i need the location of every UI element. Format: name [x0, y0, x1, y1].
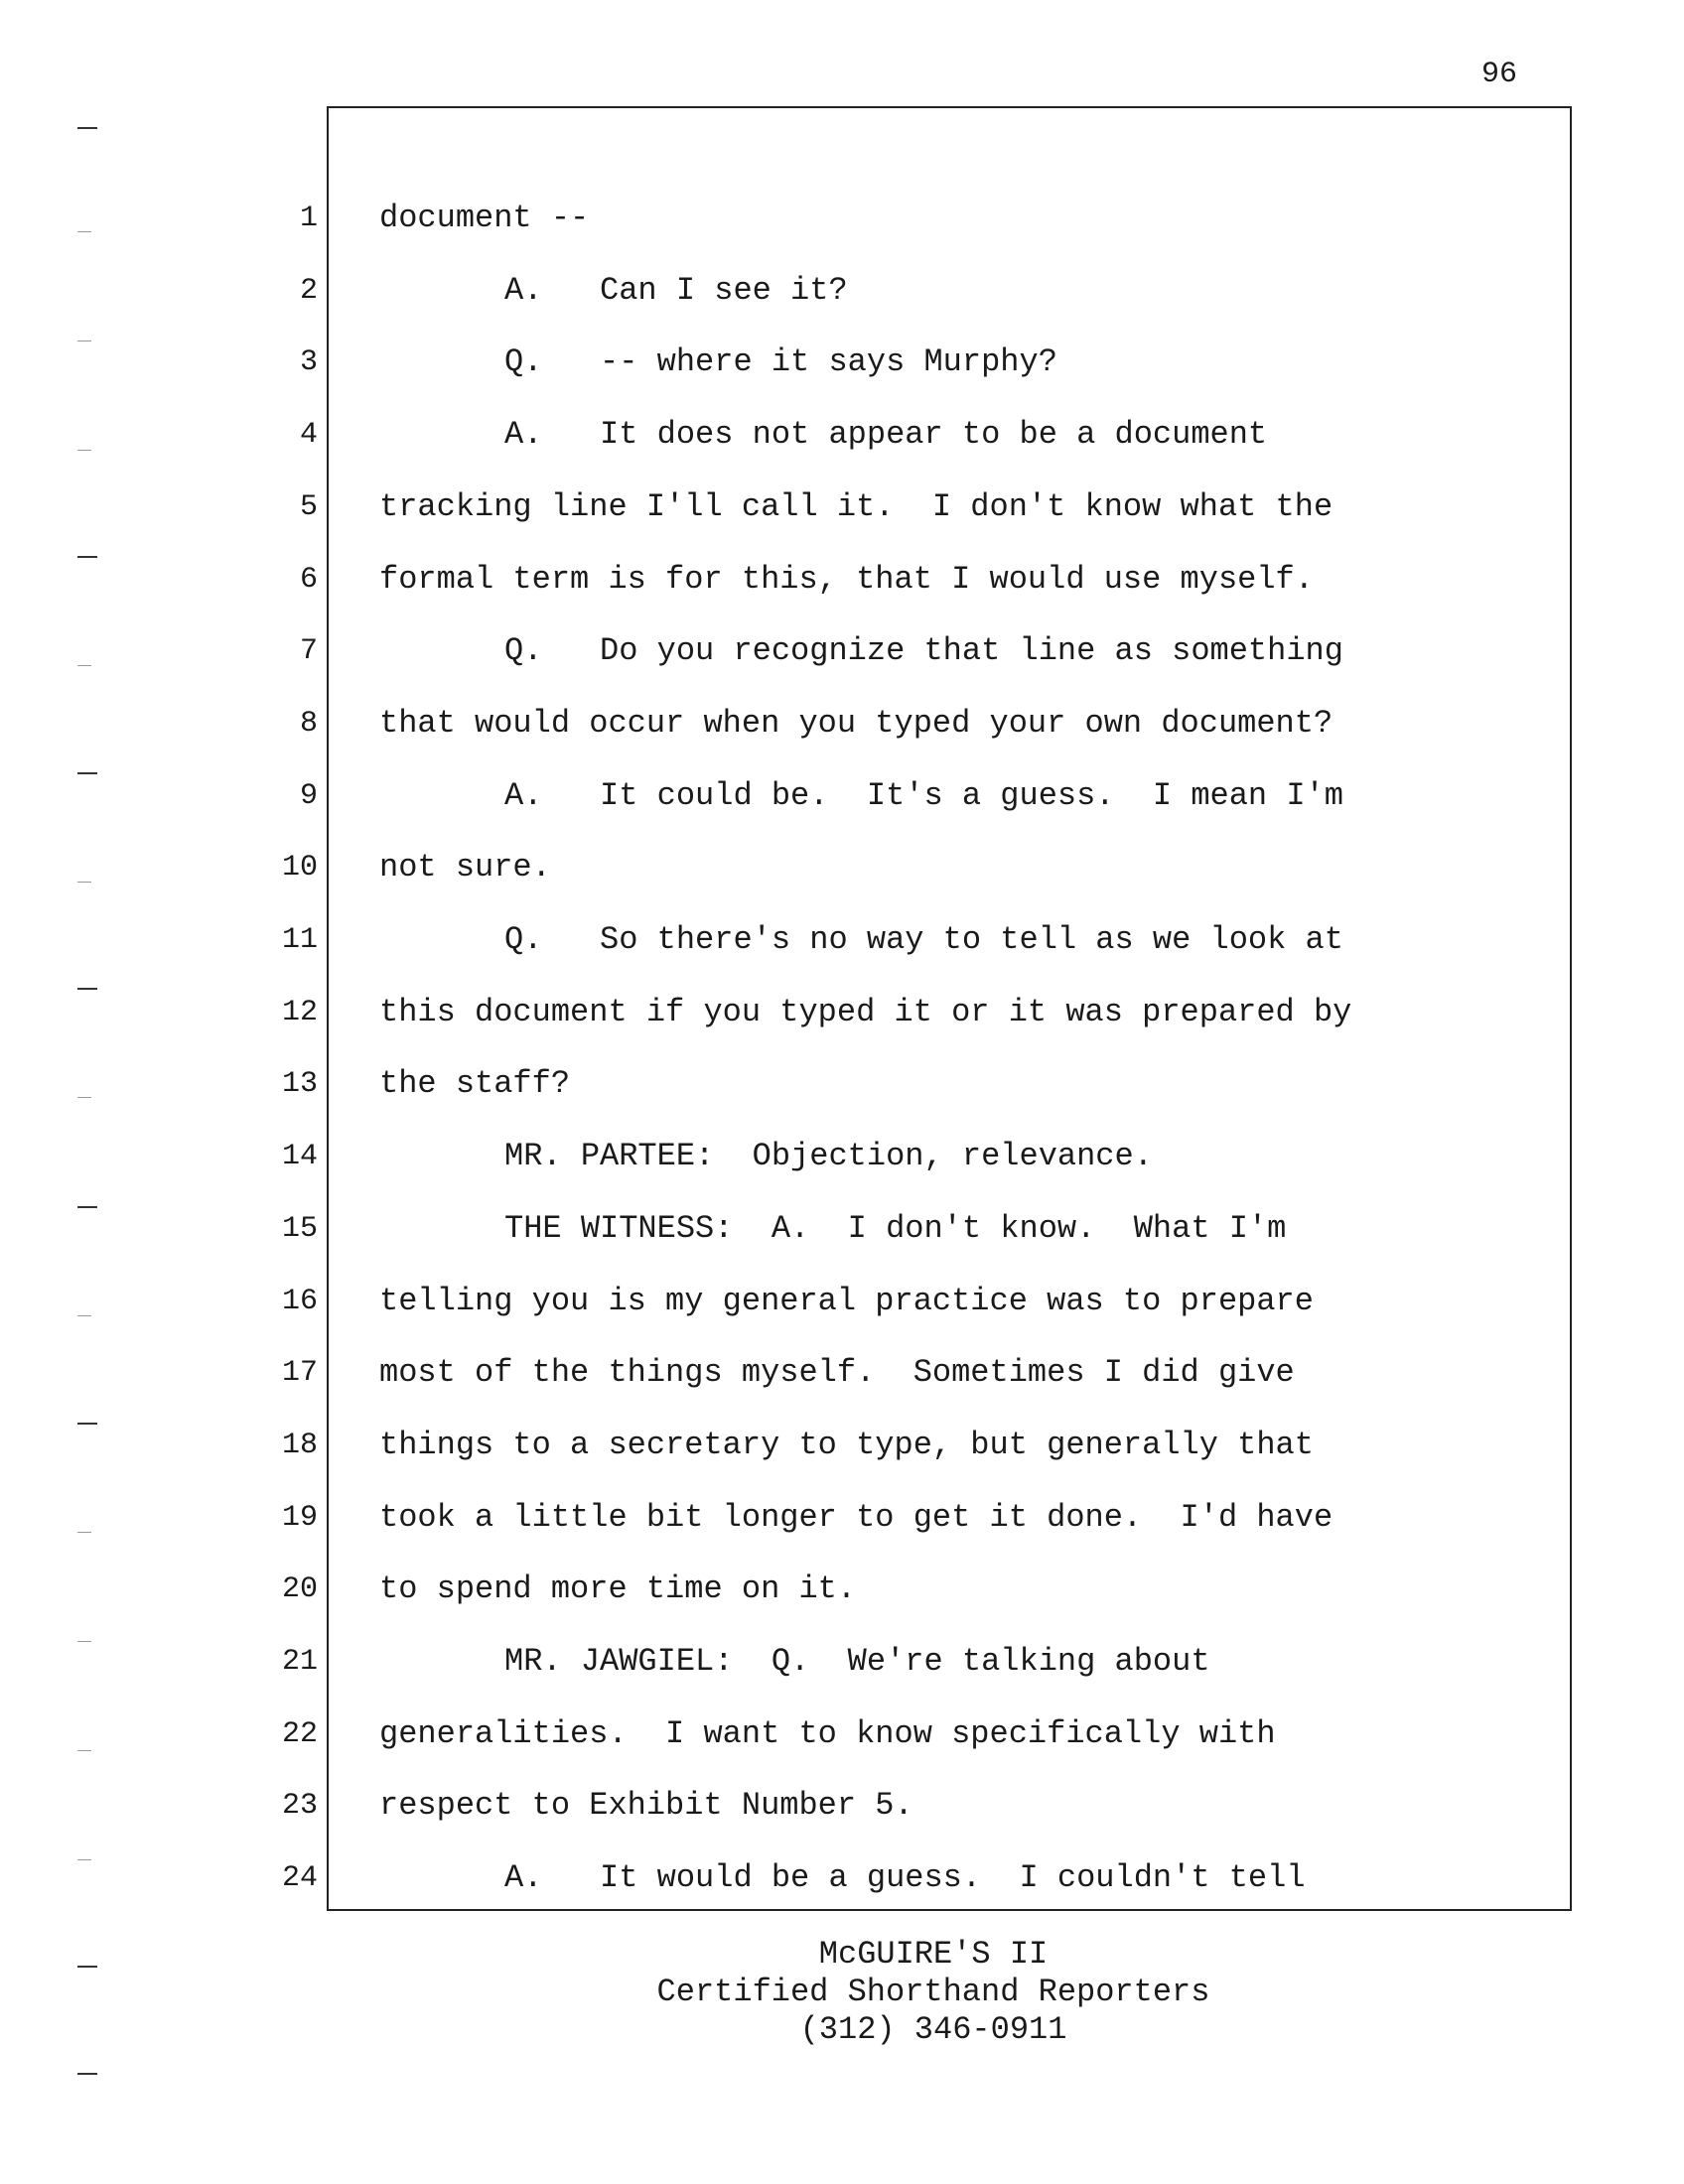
transcript-line-text: Q. So there's no way to tell as we look at — [504, 921, 1343, 958]
margin-tick — [77, 772, 97, 774]
line-number: 6 — [299, 563, 318, 597]
margin-tick — [77, 1423, 97, 1425]
transcript-line-text: formal term is for this, that I would use myself. — [379, 561, 1314, 598]
line-number: 4 — [299, 418, 318, 452]
line-number: 1 — [299, 202, 318, 235]
line-number: 14 — [281, 1140, 318, 1173]
margin-tick — [77, 1859, 91, 1860]
footer-reporter-name: McGUIRE'S II — [818, 1936, 1049, 1973]
line-number: 9 — [299, 779, 318, 813]
transcript-line-text: MR. JAWGIEL: Q. We're talking about — [504, 1643, 1210, 1680]
transcript-line-text: this document if you typed it or it was prepared by — [379, 994, 1352, 1030]
line-number: 23 — [281, 1789, 318, 1823]
line-number: 24 — [281, 1861, 318, 1895]
line-number: 17 — [281, 1356, 318, 1390]
line-number: 11 — [281, 923, 318, 957]
transcript-line-text: A. Can I see it? — [504, 272, 848, 309]
line-number: 2 — [299, 274, 318, 308]
margin-tick — [77, 556, 97, 558]
transcript-line-text: to spend more time on it. — [379, 1570, 857, 1607]
footer-reporter-title: Certified Shorthand Reporters — [656, 1974, 1210, 2010]
transcript-line-text: most of the things myself. Sometimes I did give — [379, 1354, 1295, 1391]
margin-tick — [77, 1641, 91, 1642]
line-number: 20 — [281, 1572, 318, 1606]
line-number: 18 — [281, 1429, 318, 1462]
transcript-line-text: respect to Exhibit Number 5. — [379, 1787, 913, 1824]
margin-tick — [77, 1532, 91, 1533]
margin-tick — [77, 882, 91, 883]
transcript-line-text: took a little bit longer to get it done. I'd have — [379, 1499, 1333, 1536]
line-number: 19 — [281, 1501, 318, 1535]
line-number: 16 — [281, 1285, 318, 1318]
margin-tick — [77, 1966, 97, 1968]
line-number: 3 — [299, 345, 318, 379]
transcript-line-text: telling you is my general practice was to prepare — [379, 1283, 1314, 1319]
line-number: 7 — [299, 634, 318, 668]
margin-tick — [77, 1097, 91, 1098]
transcript-line-text: things to a secretary to type, but generally that — [379, 1427, 1314, 1463]
margin-tick — [77, 1206, 97, 1208]
transcript-line-text: Q. Do you recognize that line as something — [504, 632, 1343, 669]
line-number: 22 — [281, 1717, 318, 1751]
transcript-line-text: the staff? — [379, 1065, 571, 1102]
margin-tick — [77, 450, 91, 451]
transcript-line-text: A. It does not appear to be a document — [504, 416, 1268, 453]
footer-phone: (312) 346-0911 — [799, 2011, 1067, 2048]
transcript-line-text: MR. PARTEE: Objection, relevance. — [504, 1138, 1153, 1174]
margin-tick — [77, 127, 97, 129]
line-number: 8 — [299, 707, 318, 741]
transcript-line-text: Q. -- where it says Murphy? — [504, 343, 1057, 380]
margin-tick — [77, 1315, 91, 1316]
transcript-line-text: that would occur when you typed your own document? — [379, 705, 1333, 742]
transcript-line-text: A. It would be a guess. I couldn't tell — [504, 1859, 1306, 1896]
transcript-line-text: THE WITNESS: A. I don't know. What I'm — [504, 1210, 1287, 1247]
margin-tick — [77, 2073, 97, 2075]
margin-tick — [77, 665, 91, 666]
line-number: 15 — [281, 1212, 318, 1246]
transcript-line-text: tracking line I'll call it. I don't know what the — [379, 488, 1333, 525]
line-number: 13 — [281, 1067, 318, 1101]
line-number: 10 — [281, 851, 318, 885]
transcript-line-text: generalities. I want to know specifically with — [379, 1715, 1276, 1752]
page-number: 96 — [1480, 58, 1517, 91]
margin-tick — [77, 1750, 91, 1751]
transcript-line-text: not sure. — [379, 849, 551, 886]
margin-tick — [77, 231, 91, 232]
line-number: 5 — [299, 490, 318, 524]
transcript-line-text: document -- — [379, 200, 590, 236]
line-number: 12 — [281, 996, 318, 1029]
line-number: 21 — [281, 1645, 318, 1679]
transcript-line-text: A. It could be. It's a guess. I mean I'm — [504, 777, 1343, 814]
margin-tick — [77, 988, 97, 990]
